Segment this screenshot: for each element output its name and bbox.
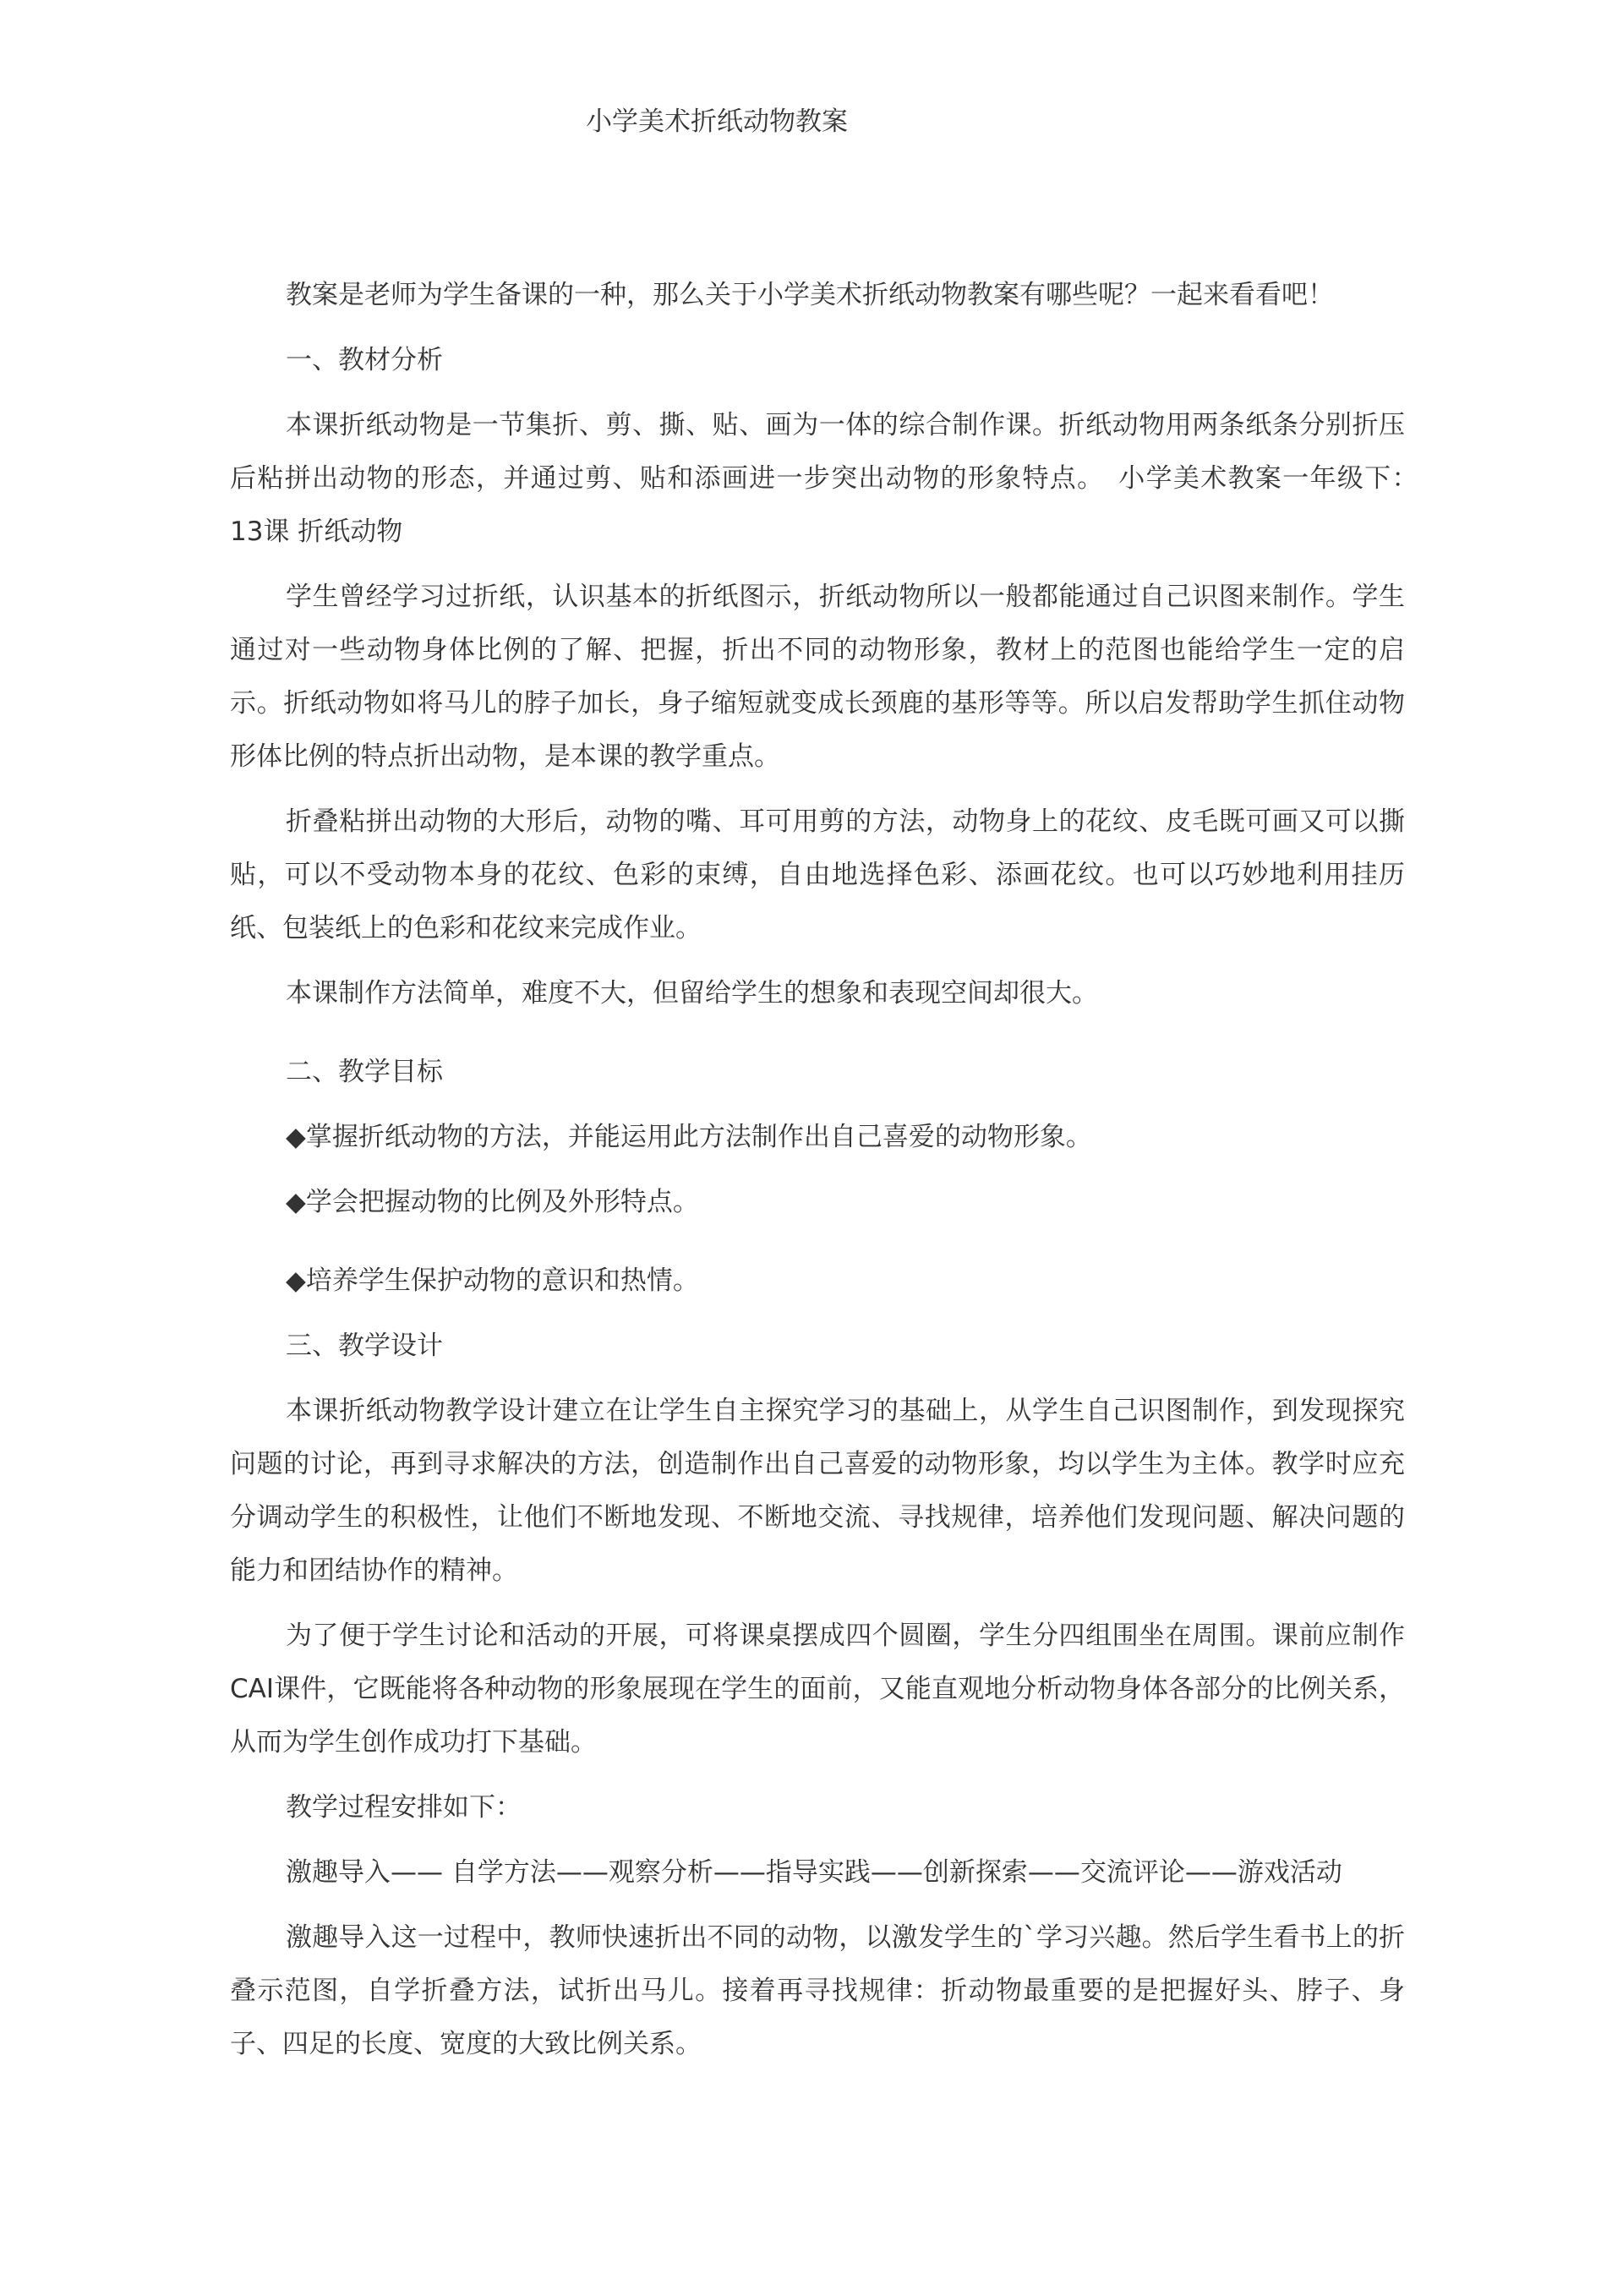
- section-heading-materials: 一、教材分析: [286, 345, 443, 375]
- design-paragraph-2: 为了便于学生讨论和活动的开展，可将课桌摆成四个圆圈，学生分四组围坐在周围。课前应制作CAI课件，它既能将各种动物的形象展现在学生的面前，又能直观地分析动物身体各部分的比例关系，从而为学生创作成功打下基础。: [230, 1621, 1405, 1758]
- goal-item: ◆掌握折纸动物的方法，并能运用此方法制作出自己喜爱的动物形象。: [286, 1122, 1092, 1152]
- page-title: 小学美术折纸动物教案: [586, 107, 848, 137]
- design-paragraph-4: 激趣导入—— 自学方法——观察分析——指导实践——创新探索——交流评论——游戏活动: [286, 1857, 1342, 1888]
- section-heading-design: 三、教学设计: [286, 1331, 443, 1361]
- design-paragraph-5: 激趣导入这一过程中，教师快速折出不同的动物，以激发学生的`学习兴趣。然后学生看书上的折叠示范图，自学折叠方法，试折出马儿。接着再寻找规律：折动物最重要的是把握好头、脖子、身子、四足的长度、宽度的大致比例关系。: [230, 1922, 1405, 2059]
- goal-item: ◆学会把握动物的比例及外形特点。: [286, 1187, 699, 1217]
- design-paragraph-1: 本课折纸动物教学设计建立在让学生自主探究学习的基础上，从学生自己识图制作，到发现探究问题的讨论，再到寻求解决的方法，创造制作出自己喜爱的动物形象，均以学生为主体。教学时应充分调动学生的积极性，让他们不断地发现、不断地交流、寻找规律，培养他们发现问题、解决问题的能力和团结协作的精神。: [230, 1396, 1405, 1586]
- materials-paragraph-4: 本课制作方法简单，难度不大，但留给学生的想象和表现空间却很大。: [286, 978, 1098, 1009]
- materials-paragraph-3: 折叠粘拼出动物的大形后，动物的嘴、耳可用剪的方法，动物身上的花纹、皮毛既可画又可以撕贴，可以不受动物本身的花纹、色彩的束缚，自由地选择色彩、添画花纹。也可以巧妙地利用挂历纸、包装纸上的色彩和花纹来完成作业。: [230, 806, 1405, 943]
- article-body: [230, 269, 1431, 2083]
- design-paragraph-3: 教学过程安排如下：: [286, 1792, 522, 1823]
- goal-item: ◆培养学生保护动物的意识和热情。: [286, 1266, 699, 1296]
- intro-paragraph: 教案是老师为学生备课的一种，那么关于小学美术折纸动物教案有哪些呢？一起来看看吧！: [286, 280, 1334, 310]
- section-heading-goals: 二、教学目标: [286, 1057, 443, 1087]
- materials-paragraph-2: 学生曾经学习过折纸，认识基本的折纸图示，折纸动物所以一般都能通过自己识图来制作。学生通过对一些动物身体比例的了解、把握，折出不同的动物形象，教材上的范图也能给学生一定的启示。折纸动物如将马儿的脖子加长，身子缩短就变成长颈鹿的基形等等。所以启发帮助学生抓住动物形体比例的特点折出动物，是本课的教学重点。: [230, 582, 1405, 772]
- materials-paragraph-1: 本课折纸动物是一节集折、剪、撕、贴、画为一体的综合制作课。折纸动物用两条纸条分别折压后粘拼出动物的形态，并通过剪、贴和添画进一步突出动物的形象特点。 小学美术教案一年级下： 13课 折纸动物: [230, 410, 1431, 547]
